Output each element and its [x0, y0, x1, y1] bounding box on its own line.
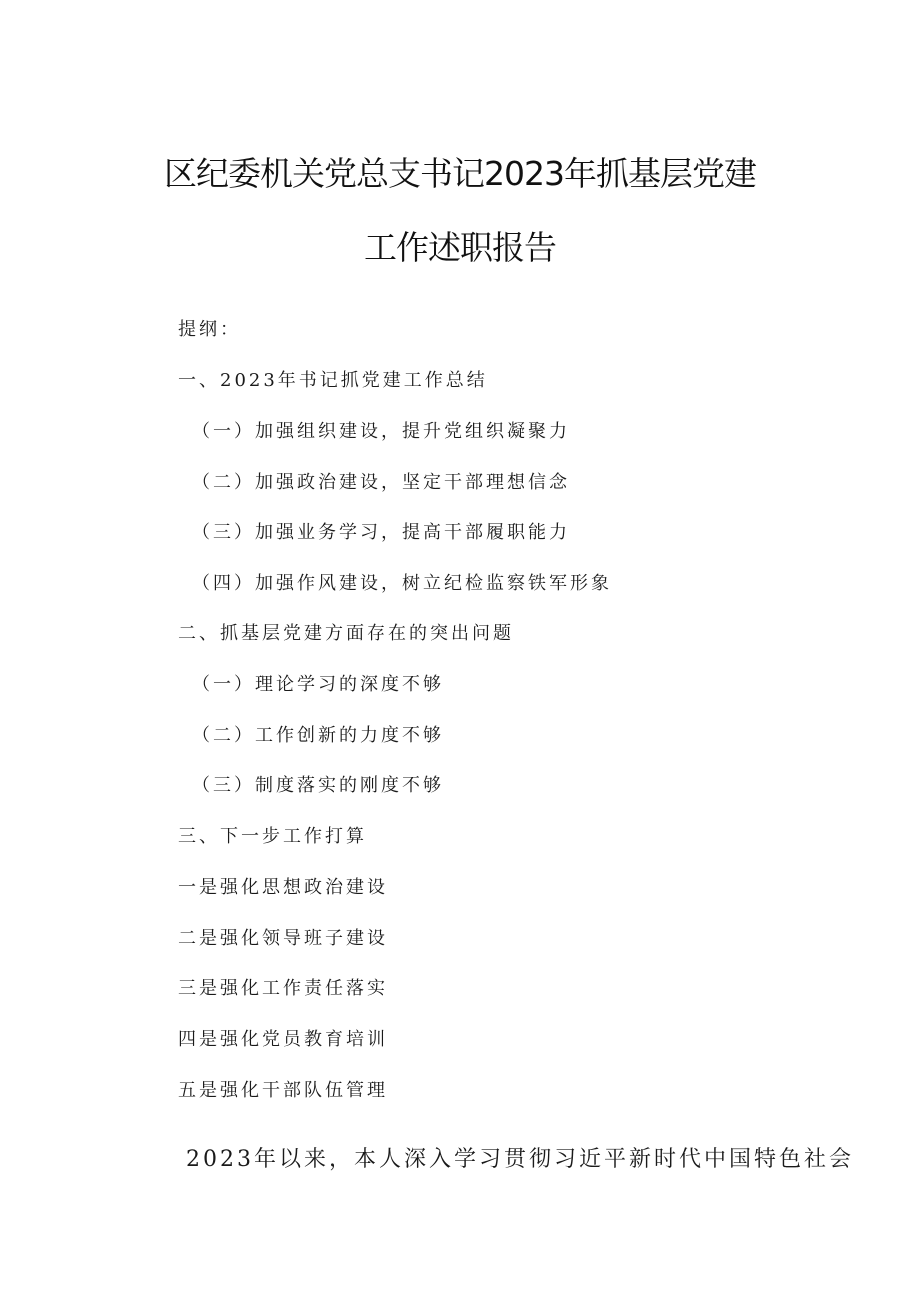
outline-item-3-1: 一是强化思想政治建设: [178, 877, 388, 898]
outline-item-1-3: （三）加强业务学习，提高干部履职能力: [192, 522, 570, 543]
outline-item-section-1: 一、2023年书记抓党建工作总结: [178, 370, 488, 391]
outline-item-section-2: 二、抓基层党建方面存在的突出问题: [178, 623, 514, 644]
outline-item-1-4: （四）加强作风建设，树立纪检监察铁军形象: [192, 573, 612, 594]
outline-item-1-1: （一）加强组织建设，提升党组织凝聚力: [192, 421, 570, 442]
outline-item-2-3: （三）制度落实的刚度不够: [192, 775, 444, 796]
outline-item-1-2: （二）加强政治建设，坚定干部理想信念: [192, 472, 570, 493]
body-paragraph-first-line: 2023年以来，本人深入学习贯彻习近平新时代中国特色社会: [186, 1147, 854, 1172]
outline-item-3-2: 二是强化领导班子建设: [178, 928, 388, 949]
outline-item-3-5: 五是强化干部队伍管理: [178, 1080, 388, 1101]
document-title-line-1: 区纪委机关党总支书记2023年抓基层党建: [164, 154, 756, 193]
outline-item-section-3: 三、下一步工作打算: [178, 826, 367, 847]
outline-item-2-1: （一）理论学习的深度不够: [192, 674, 444, 695]
outline-label: 提纲：: [178, 319, 241, 340]
document-title-line-2: 工作述职报告: [364, 228, 556, 267]
outline-item-3-3: 三是强化工作责任落实: [178, 978, 388, 999]
outline-item-3-4: 四是强化党员教育培训: [178, 1029, 388, 1050]
outline-item-2-2: （二）工作创新的力度不够: [192, 725, 444, 746]
